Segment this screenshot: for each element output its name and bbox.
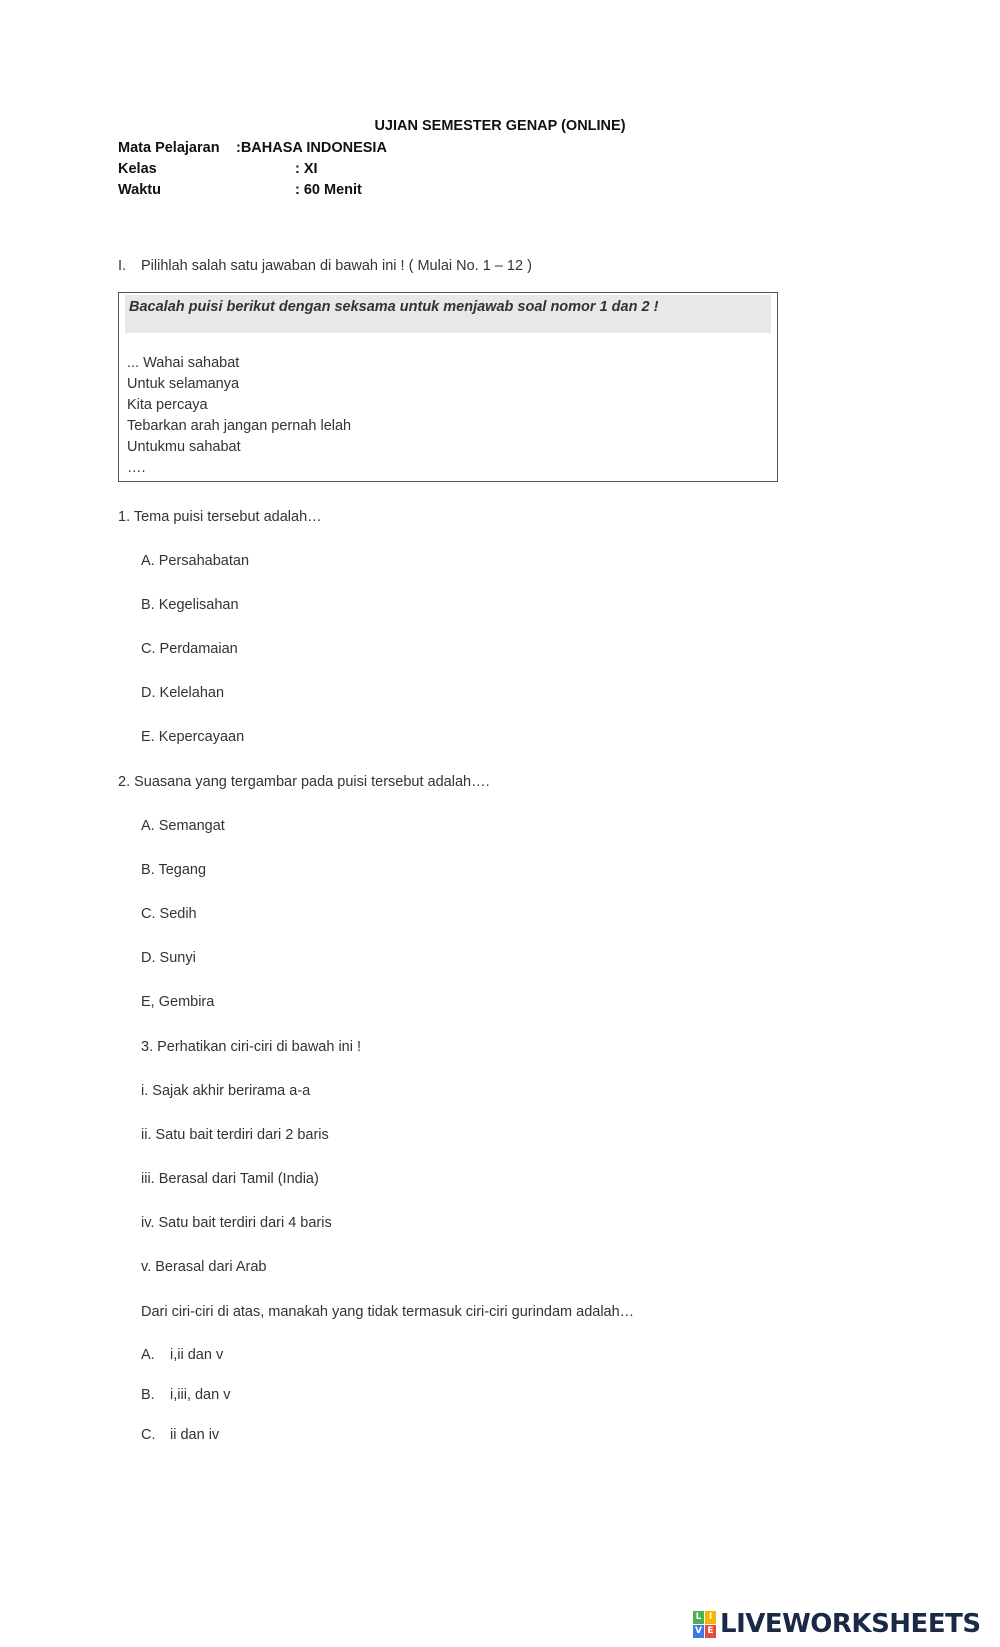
- logo-cell: E: [705, 1625, 716, 1638]
- question-2: 2. Suasana yang tergambar pada puisi tersebut adalah….: [118, 774, 490, 790]
- logo-cell: I: [705, 1611, 716, 1624]
- section-instruction: Pilihlah salah satu jawaban di bawah ini ! ( Mulai No. 1 – 12 ): [141, 258, 532, 274]
- poem-instruction: Bacalah puisi berikut dengan seksama untuk menjawab soal nomor 1 dan 2 !: [125, 295, 771, 333]
- q3-item: i. Sajak akhir berirama a-a: [141, 1083, 311, 1099]
- q1-option-e[interactable]: E. Kepercayaan: [141, 729, 245, 745]
- subject-label: Mata Pelajaran: [118, 140, 220, 156]
- q3-option-b-letter[interactable]: B.: [141, 1387, 155, 1403]
- time-value: : 60 Menit: [295, 182, 362, 198]
- q1-option-d[interactable]: D. Kelelahan: [141, 685, 225, 701]
- q3-item: v. Berasal dari Arab: [141, 1259, 267, 1275]
- q2-option-e[interactable]: E, Gembira: [141, 994, 215, 1010]
- logo-text: LIVEWORKSHEETS: [720, 1609, 981, 1639]
- q3-item: iii. Berasal dari Tamil (India): [141, 1171, 319, 1187]
- section-number: I.: [118, 258, 127, 274]
- q3-prompt: Dari ciri-ciri di atas, manakah yang tidak termasuk ciri-ciri gurindam adalah…: [141, 1304, 635, 1320]
- q3-option-c-text[interactable]: ii dan iv: [170, 1427, 220, 1443]
- q2-option-d[interactable]: D. Sunyi: [141, 950, 196, 966]
- q3-item: ii. Satu bait terdiri dari 2 baris: [141, 1127, 329, 1143]
- poem-line: Kita percaya: [127, 397, 208, 413]
- q3-option-c-letter[interactable]: C.: [141, 1427, 156, 1443]
- poem-line: Tebarkan arah jangan pernah lelah: [127, 418, 352, 434]
- logo-cell: V: [693, 1625, 704, 1638]
- poem-box: [118, 292, 778, 482]
- q3-item: iv. Satu bait terdiri dari 4 baris: [141, 1215, 332, 1231]
- exam-title: UJIAN SEMESTER GENAP (ONLINE): [374, 118, 626, 134]
- q1-option-c[interactable]: C. Perdamaian: [141, 641, 238, 657]
- poem-line: ... Wahai sahabat: [127, 355, 240, 371]
- question-1: 1. Tema puisi tersebut adalah…: [118, 509, 322, 525]
- question-3: 3. Perhatikan ciri-ciri di bawah ini !: [141, 1039, 362, 1055]
- q3-option-b-text[interactable]: i,iii, dan v: [170, 1387, 231, 1403]
- poem-line: ….: [127, 460, 146, 476]
- q1-option-a[interactable]: A. Persahabatan: [141, 553, 250, 569]
- logo-grid-icon: [693, 1611, 716, 1638]
- q2-option-b[interactable]: B. Tegang: [141, 862, 207, 878]
- poem-line: Untuk selamanya: [127, 376, 240, 392]
- q1-option-b[interactable]: B. Kegelisahan: [141, 597, 239, 613]
- q3-option-a-text[interactable]: i,ii dan v: [170, 1347, 224, 1363]
- class-label: Kelas: [118, 161, 157, 177]
- logo-cell: L: [693, 1611, 704, 1624]
- q3-option-a-letter[interactable]: A.: [141, 1347, 155, 1363]
- poem-line: Untukmu sahabat: [127, 439, 241, 455]
- class-value: : XI: [295, 161, 318, 177]
- q2-option-a[interactable]: A. Semangat: [141, 818, 225, 834]
- subject-value: :BAHASA INDONESIA: [236, 140, 387, 156]
- time-label: Waktu: [118, 182, 161, 198]
- q2-option-c[interactable]: C. Sedih: [141, 906, 197, 922]
- liveworksheets-logo: [693, 1610, 981, 1638]
